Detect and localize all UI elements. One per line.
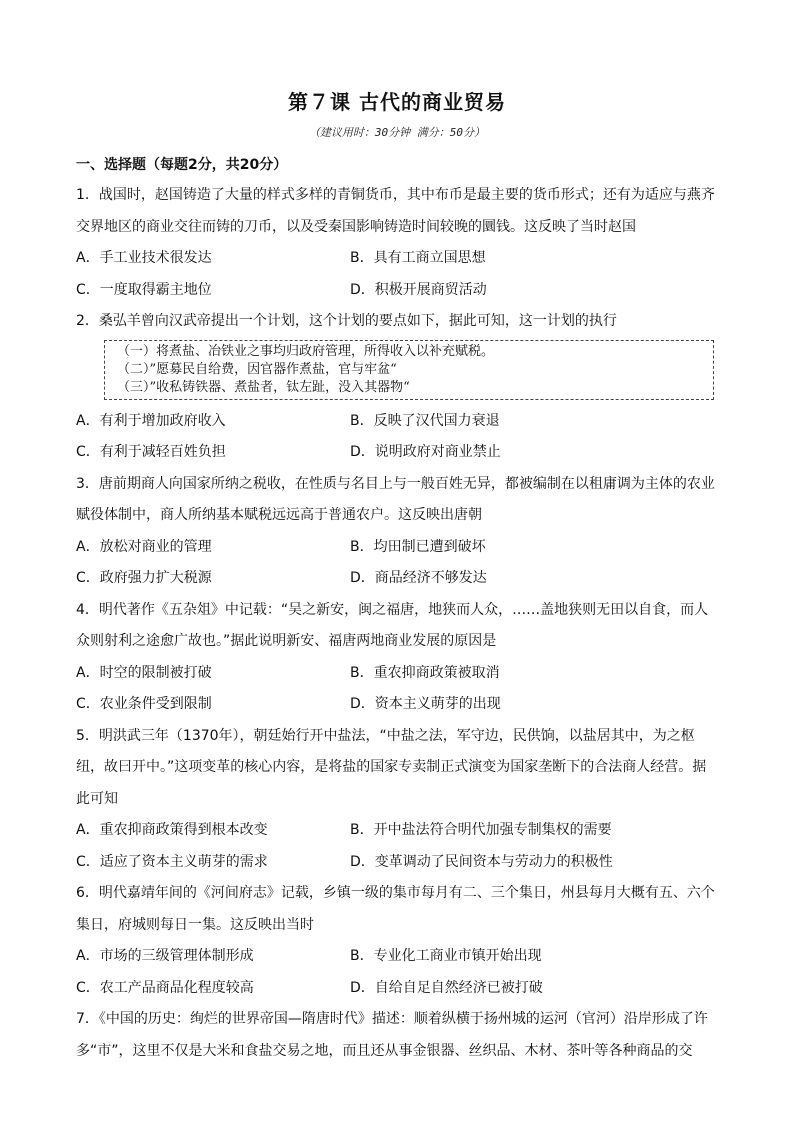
question-2: [76, 306, 720, 469]
option-c[interactable]: C．适应了资本主义萌芽的需求: [76, 853, 268, 870]
option-a[interactable]: A．市场的三级管理体制形成: [76, 948, 254, 964]
question-3: [76, 469, 720, 595]
option-d[interactable]: D．积极开展商贸活动: [350, 281, 487, 298]
options: [76, 532, 720, 595]
option-c[interactable]: C．农业条件受到限制: [76, 696, 212, 712]
quote-box: [104, 340, 714, 400]
option-d[interactable]: D．变革调动了民间资本与劳动力的积极性: [350, 853, 613, 870]
question-stem: 2．桑弘羊曾向汉武帝提出一个计划，这个计划的要点如下，据此可知，这一计划的执行: [76, 313, 617, 329]
question-6: [76, 878, 720, 1004]
option-d[interactable]: D．商品经济不够发达: [350, 570, 487, 586]
option-d[interactable]: D．自给自足自然经济已被打破: [350, 979, 543, 996]
question-4: [76, 595, 720, 721]
section-heading: 一、选择题（每题2分，共20分）: [76, 157, 288, 173]
options: [76, 815, 720, 878]
options: [76, 941, 720, 1004]
quote-line: （二）”愿募民自给费，因官器作煮盐，官与牢盆“: [117, 361, 397, 377]
option-b[interactable]: B．专业化工商业市镇开始出现: [350, 948, 542, 964]
option-c[interactable]: C．一度取得霸主地位: [76, 281, 212, 298]
option-d[interactable]: D．资本主义萌芽的出现: [350, 696, 501, 712]
option-a[interactable]: A．重农抑商政策得到根本改变: [76, 822, 268, 838]
quote-line: （三）”收私铸铁器、煮盐者，钛左趾，没入其器物“: [117, 379, 410, 395]
options: [76, 243, 720, 306]
question-stem: 1．战国时，赵国铸造了大量的样式多样的青铜货币，其中布币是最主要的货币形式；还有为适应与燕齐交界地区的商业交往而铸的刀币，以及受秦国影响铸造时间较晚的圜钱。这反映了当时赵国: [76, 187, 715, 235]
option-c[interactable]: C．农工产品商品化程度较高: [76, 979, 254, 996]
option-a[interactable]: A．放松对商业的管理: [76, 538, 212, 555]
option-a[interactable]: A．时空的限制被打破: [76, 664, 212, 681]
page-title: 第７课 古代的商业贸易: [288, 90, 506, 114]
question-5: [76, 721, 720, 879]
option-d[interactable]: D．说明政府对商业禁止: [350, 444, 501, 460]
question-stem: 7．《中国的历史：绚烂的世界帝国—隋唐时代》描述：顺着纵横于扬州城的运河（官河）沿岸形成了许多“市”，这里不仅是大米和食盐交易之地，而且还从事金银器、丝织品、木材、茶叶等各种商品的交: [76, 1011, 708, 1059]
question-stem: 6．明代嘉靖年间的《河间府志》记载，乡镇一级的集市每月有二、三个集日，州县每月大概有五、六个集日，府城则每日一集。这反映出当时: [76, 885, 715, 933]
page-subtitle: （建议用时：30分钟 满分：50分）: [308, 126, 486, 139]
options: [76, 406, 720, 469]
option-b[interactable]: B．均田制已遭到破坏: [350, 538, 486, 555]
question-list: [76, 180, 720, 1067]
option-b[interactable]: B．重农抑商政策被取消: [350, 664, 500, 681]
question-1: [76, 180, 720, 306]
option-b[interactable]: B．反映了汉代国力衰退: [350, 412, 500, 429]
option-c[interactable]: C．有利于减轻百姓负担: [76, 444, 226, 460]
question-stem: 5．明洪武三年（1370年），朝廷始行开中盐法，“中盐之法，军守边，民供饷，以盐居其中，为之枢纽，故曰开中。”这项变革的核心内容，是将盐的国家专卖制正式演变为国家垄断下的合法商人经营。据此可知: [76, 727, 707, 807]
quote-line: （一）将煮盐、冶铁业之事均归政府管理，所得收入以补充赋税。: [117, 343, 495, 359]
option-b[interactable]: B．开中盐法符合明代加强专制集权的需要: [350, 822, 612, 838]
question-stem: 3．唐前期商人向国家所纳之税收，在性质与名目上与一般百姓无异，都被编制在以租庸调为主体的农业赋役体制中，商人所纳基本赋税远远高于普通农户。这反映出唐朝: [76, 475, 715, 523]
option-c[interactable]: C．政府强力扩大税源: [76, 570, 212, 586]
question-stem: 4．明代著作《五杂俎》中记载：“吴之新安，闽之福唐，地狭而人众，……盖地狭则无田以自食，而人众则射利之途愈广故也。”据此说明新安、福唐两地商业发展的原因是: [76, 601, 709, 649]
option-b[interactable]: B．具有工商立国思想: [350, 250, 486, 266]
option-a[interactable]: A．有利于增加政府收入: [76, 412, 226, 429]
options: [76, 658, 720, 721]
question-7: [76, 1004, 720, 1067]
option-a[interactable]: A．手工业技术很发达: [76, 250, 212, 266]
